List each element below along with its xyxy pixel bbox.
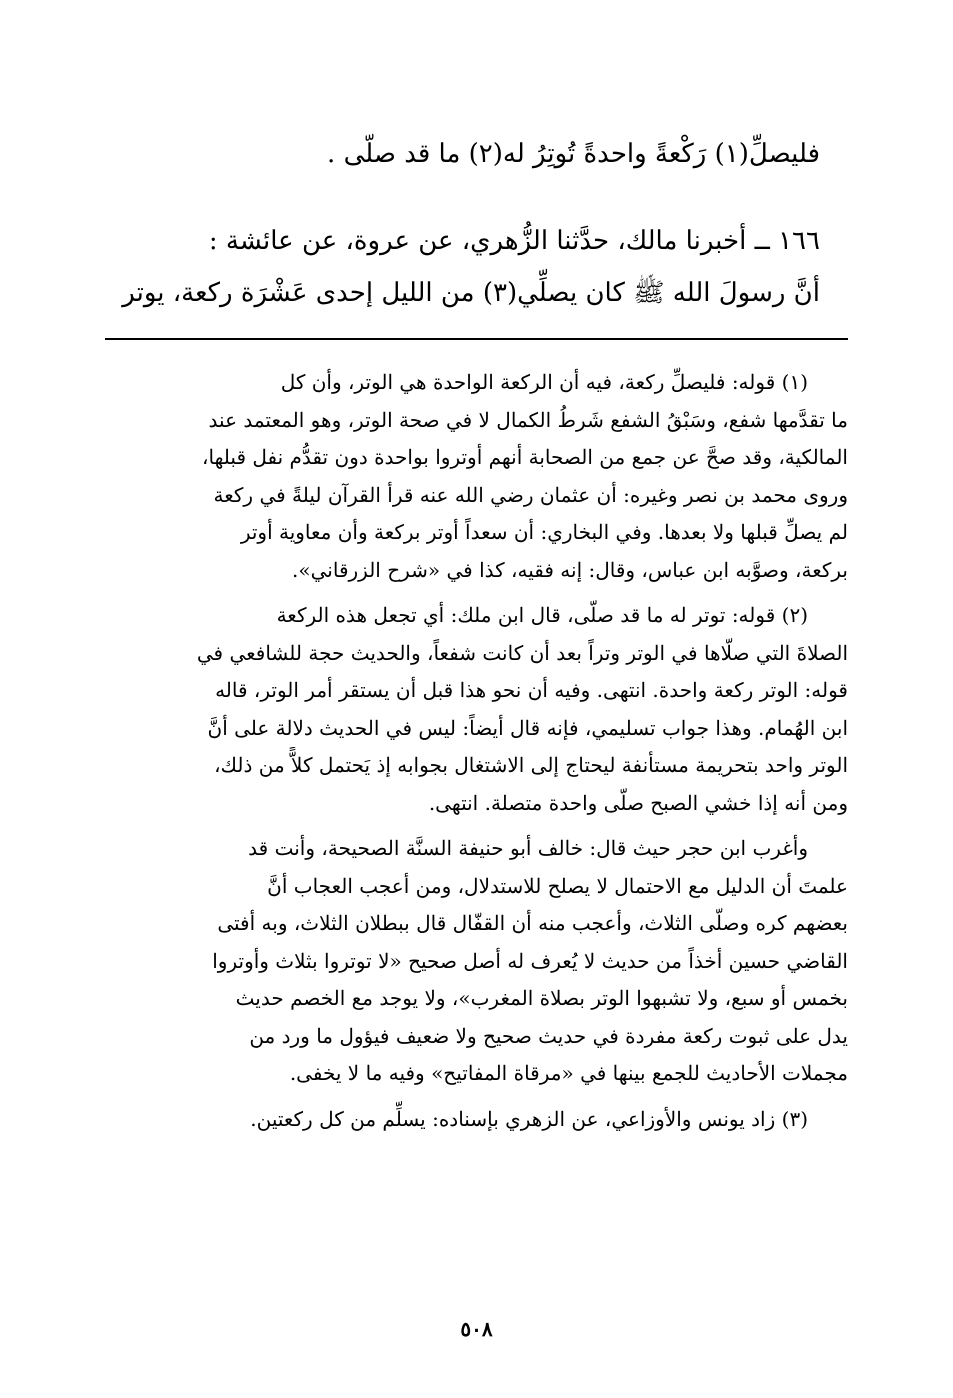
footnote-line: ومن أنه إذا خشي الصبح صلّى واحدة متصلة. انتهى. <box>428 790 848 815</box>
main-text-line: ١٦٦ ــ أخبرنا مالك، حدَّثنا الزُّهري، عن عروة، عن عائشة : <box>208 226 820 256</box>
main-text-line: أنَّ رسولَ الله ﷺ كان يصلِّي(٣) من الليل إحدى عَشْرَة ركعة، يوتر <box>122 278 820 308</box>
footnote-line: يدل على ثبوت ركعة مفردة في حديث صحيح ولا ضعيف فيؤول ما ورد من <box>249 1023 848 1048</box>
footnote-line: المالكية، وقد صحَّ عن جمع من الصحابة أنهم أوتروا بواحدة دون تقدُّم نفل قبلها، <box>202 445 848 469</box>
footnote-line: (٣) زاد يونس والأوزاعي، عن الزهري بإسناده: يسلِّم من كل ركعتين. <box>250 1106 808 1131</box>
page-number: ٥٠٨ <box>460 1317 493 1341</box>
footnotes-section <box>105 364 848 1146</box>
footnote-line: القاضي حسين أخذاً من حديث لا يُعرف له أصل صحيح «لا توتروا بثلاث وأوتروا <box>212 948 848 973</box>
footnote-line: مجملات الأحاديث للجمع بينها في «مرقاة المفاتيح» وفيه ما لا يخفى. <box>289 1061 848 1085</box>
footnote-line: (١) قوله: فليصلِّ ركعة، فيه أن الركعة الواحدة هي الوتر، وأن كل <box>280 370 808 394</box>
footnote-line: علمتَ أن الدليل مع الاحتمال لا يصلح للاستدلال، ومن أعجب العجاب أنَّ <box>267 873 848 898</box>
footnote-2-continued <box>105 830 848 1093</box>
footnote-1 <box>105 364 848 589</box>
footnote-line: بركعة، وصوَّبه ابن عباس، وقال: إنه فقيه، كذا في «شرح الزرقاني». <box>292 557 848 582</box>
main-text-block-2 <box>118 215 820 319</box>
footnote-line: ابن الهُمام. وهذا جواب تسليمي، فإنه قال أيضاً: ليس في الحديث دلالة على أنَّ <box>207 715 848 740</box>
footnote-line: قوله: الوتر ركعة واحدة. انتهى. وفيه أن نحو هذا قبل أن يستقر أمر الوتر، قاله <box>215 678 848 702</box>
main-text-line: فليصلِّ(١) رَكْعةً واحدةً تُوتِرُ له(٢) ما قد صلّى . <box>327 139 820 169</box>
footnote-divider <box>105 338 848 340</box>
footnote-line: الصلاةَ التي صلّاها في الوتر وتراً بعد أن كانت شفعاً، والحديث حجة للشافعي في <box>196 640 848 665</box>
footnote-line: وأغرب ابن حجر حيث قال: خالف أبو حنيفة السنَّة الصحيحة، وأنت قد <box>248 836 808 860</box>
main-text-block-1 <box>118 128 820 180</box>
footnote-line: ما تقدَّمها شفع، وسَبْقُ الشفع شَرطُ الكمال لا في صحة الوتر، وهو المعتمد عند <box>208 407 848 432</box>
footnote-line: بعضهم كره وصلّى الثلاث، وأعجب منه أن القفّال قال ببطلان الثلاث، وبه أفتى <box>217 911 848 935</box>
footnote-2 <box>105 597 848 822</box>
footnote-line: وروى محمد بن نصر وغيره: أن عثمان رضي الله عنه قرأ القرآن ليلةً في ركعة <box>213 482 848 507</box>
footnote-line: (٢) قوله: توتر له ما قد صلّى، قال ابن ملك: أي تجعل هذه الركعة <box>276 603 808 627</box>
footnote-3 <box>105 1101 848 1139</box>
footnote-line: لم يصلِّ قبلها ولا بعدها. وفي البخاري: أن سعداً أوتر بركعة وأن معاوية أوتر <box>240 520 848 544</box>
footnote-line: الوتر واحد بتحريمة مستأنفة ليحتاج إلى الاشتغال بجوابه إذ يَحتمل كلاًّ من ذلك، <box>214 753 848 777</box>
footnote-line: بخمس أو سبع، ولا تشبهوا الوتر بصلاة المغرب»، ولا يوجد مع الخصم حديث <box>235 986 848 1010</box>
